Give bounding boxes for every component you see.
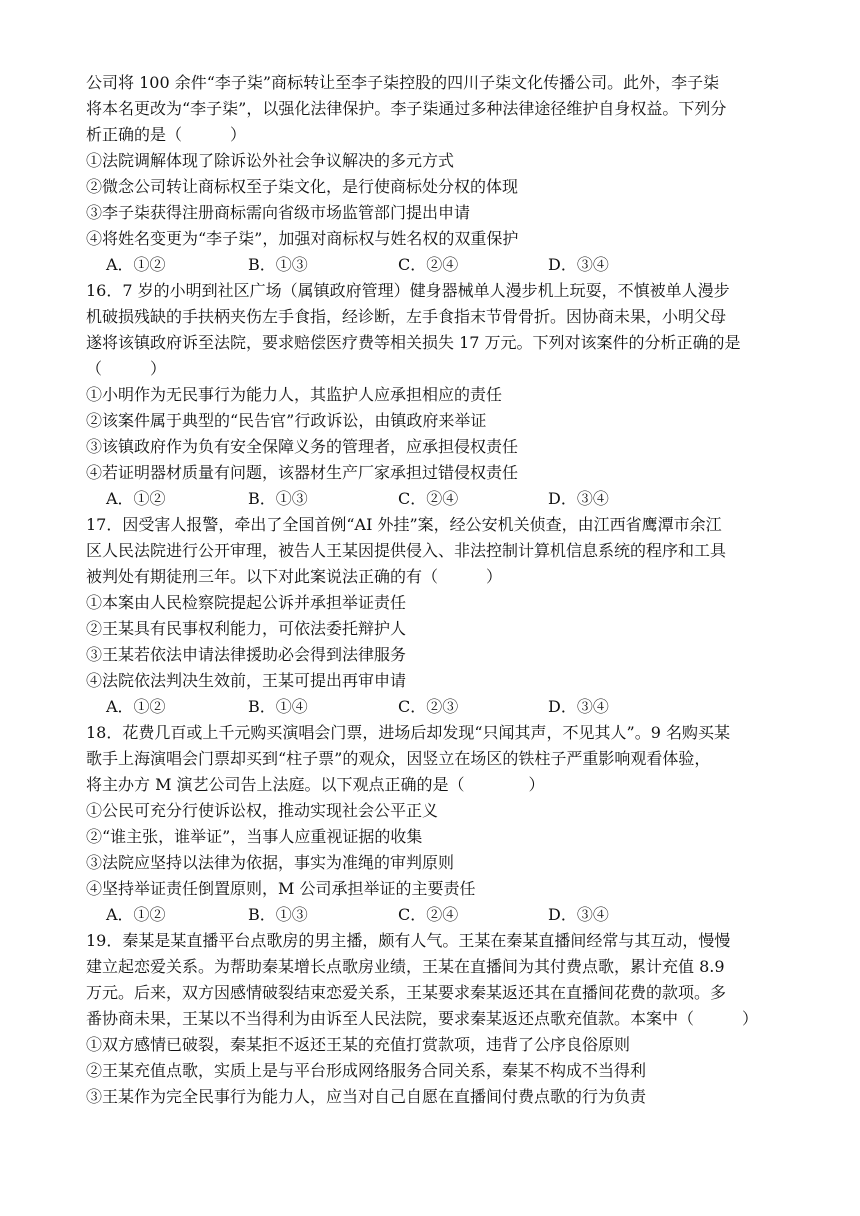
question-stem-line: 遂将该镇政府诉至法院，要求赔偿医疗费等相关损失 17 万元。下列对该案件的分析正确的是 <box>86 333 741 352</box>
question-block <box>86 70 786 278</box>
question-stem-line: 被判处有期徒刑三年。以下对此案说法正确的有（ ） <box>86 567 503 586</box>
option-a: A．①② <box>106 697 166 716</box>
question-stem-line: （ ） <box>86 359 167 378</box>
option-b: B．①③ <box>248 905 308 924</box>
question-item: ④法院依法判决生效前，王某可提出再审申请 <box>86 671 407 690</box>
option-b: B．①③ <box>248 255 308 274</box>
question-item: ①本案由人民检察院提起公诉并承担举证责任 <box>86 593 407 612</box>
option-c: C．②④ <box>398 905 459 924</box>
question-stem-line: 机破损残缺的手扶柄夹伤左手食指，经诊断，左手食指末节骨骨折。因协商未果，小明父母 <box>86 307 727 326</box>
option-d: D．③④ <box>548 697 609 716</box>
question-block <box>86 928 786 1110</box>
question-item: ③法院应坚持以法律为依据，事实为准绳的审判原则 <box>86 853 455 872</box>
question-item: ③李子柒获得注册商标需向省级市场监管部门提出申请 <box>86 203 471 222</box>
option-a: A．①② <box>106 255 166 274</box>
exam-page <box>86 70 786 1110</box>
question-item: ③王某作为完全民事行为能力人，应当对自己自愿在直播间付费点歌的行为负责 <box>86 1087 647 1106</box>
question-stem-line: 17．因受害人报警，牵出了全国首例“AI 外挂”案，经公安机关侦查，由江西省鹰潭市余江 <box>86 515 722 534</box>
option-c: C．②③ <box>398 697 459 716</box>
question-block <box>86 720 786 928</box>
question-item: ④坚持举证责任倒置原则，M 公司承担举证的主要责任 <box>86 879 476 898</box>
question-stem-line: 万元。后来，双方因感情破裂结束恋爱关系，王某要求秦某返还其在直播间花费的款项。多 <box>86 983 727 1002</box>
option-c: C．②④ <box>398 255 459 274</box>
question-item: ①双方感情已破裂，秦某拒不返还王某的充值打赏款项，违背了公序良俗原则 <box>86 1035 631 1054</box>
question-stem-line: 歌手上海演唱会门票却买到“柱子票”的观众，因竖立在场区的铁柱子严重影响观看体验， <box>86 749 711 768</box>
question-stem-line: 将本名更改为“李子柒”，以强化法律保护。李子柒通过多种法律途径维护自身权益。下列分 <box>86 99 727 118</box>
question-stem-line: 番协商未果，王某以不当得利为由诉至人民法院，要求秦某返还点歌充值款。本案中（ ） <box>86 1009 759 1028</box>
question-stem-line: 将主办方 M 演艺公司告上法庭。以下观点正确的是（ ） <box>86 775 545 794</box>
question-item: ②“谁主张，谁举证”，当事人应重视证据的收集 <box>86 827 423 846</box>
question-item: ②微念公司转让商标权至子柒文化，是行使商标处分权的体现 <box>86 177 519 196</box>
option-d: D．③④ <box>548 905 609 924</box>
option-b: B．①③ <box>248 489 308 508</box>
option-a: A．①② <box>106 489 166 508</box>
question-item: ①公民可充分行使诉讼权，推动实现社会公平正义 <box>86 801 439 820</box>
option-c: C．②④ <box>398 489 459 508</box>
question-item: ②王某充值点歌，实质上是与平台形成网络服务合同关系，秦某不构成不当得利 <box>86 1061 647 1080</box>
answer-options <box>86 252 786 278</box>
question-item: ①法院调解体现了除诉讼外社会争议解决的多元方式 <box>86 151 455 170</box>
option-d: D．③④ <box>548 255 609 274</box>
question-stem-line: 建立起恋爱关系。为帮助秦某增长点歌房业绩，王某在直播间为其付费点歌，累计充值 8.9 <box>86 957 725 976</box>
question-block <box>86 512 786 720</box>
question-item: ③该镇政府作为负有安全保障义务的管理者，应承担侵权责任 <box>86 437 519 456</box>
question-stem-line: 18．花费几百或上千元购买演唱会门票，进场后却发现“只闻其声，不见其人”。9 名购买某 <box>86 723 730 742</box>
question-stem-line: 析正确的是（ ） <box>86 125 247 144</box>
question-item: ②该案件属于典型的“民告官”行政诉讼，由镇政府来举证 <box>86 411 487 430</box>
option-b: B．①④ <box>248 697 308 716</box>
question-stem-line: 16．7 岁的小明到社区广场（属镇政府管理）健身器械单人漫步机上玩耍，不慎被单人漫步 <box>86 281 730 300</box>
question-item: ④若证明器材质量有问题，该器材生产厂家承担过错侵权责任 <box>86 463 519 482</box>
question-stem-line: 区人民法院进行公开审理，被告人王某因提供侵入、非法控制计算机信息系统的程序和工具 <box>86 541 727 560</box>
question-item: ①小明作为无民事行为能力人，其监护人应承担相应的责任 <box>86 385 503 404</box>
option-d: D．③④ <box>548 489 609 508</box>
question-item: ②王某具有民事权利能力，可依法委托辩护人 <box>86 619 407 638</box>
question-block <box>86 278 786 512</box>
answer-options <box>86 486 786 512</box>
question-stem-line: 公司将 100 余件“李子柒”商标转让至李子柒控股的四川子柒文化传播公司。此外，李子柒 <box>86 73 720 92</box>
answer-options <box>86 902 786 928</box>
option-a: A．①② <box>106 905 166 924</box>
question-item: ③王某若依法申请法律援助必会得到法律服务 <box>86 645 407 664</box>
answer-options <box>86 694 786 720</box>
question-stem-line: 19．秦某是某直播平台点歌房的男主播，颇有人气。王某在秦某直播间经常与其互动，慢慢 <box>86 931 731 950</box>
question-item: ④将姓名变更为“李子柒”，加强对商标权与姓名权的双重保护 <box>86 229 519 248</box>
